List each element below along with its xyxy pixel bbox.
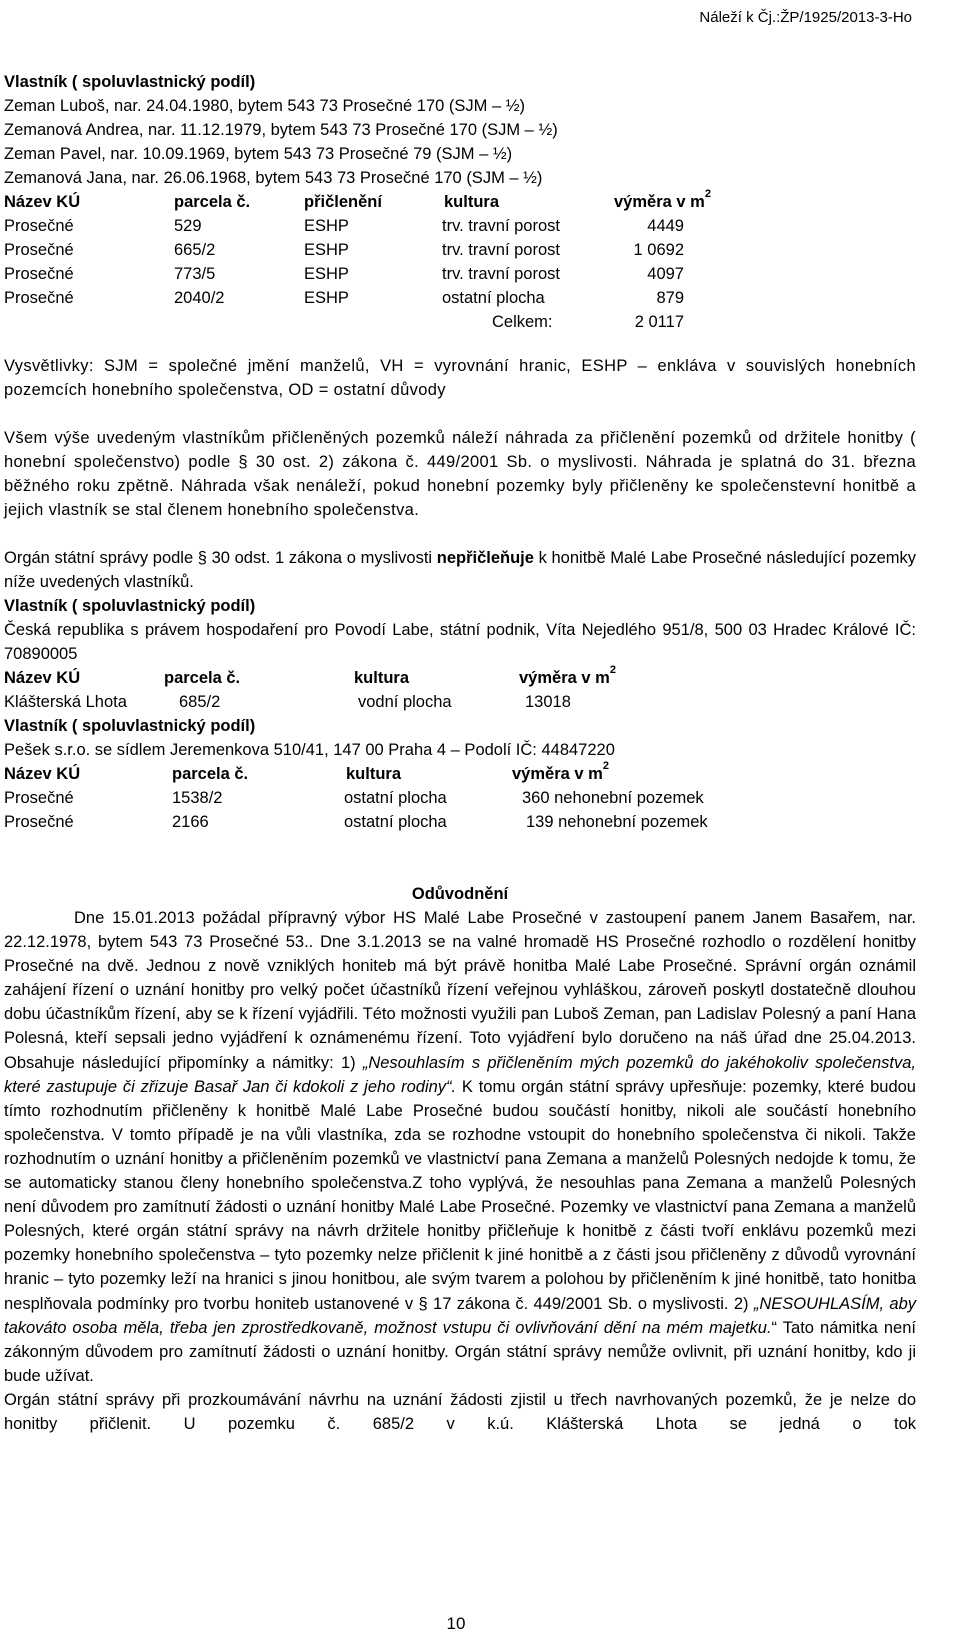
cell-vymera: 13018 — [525, 693, 571, 711]
col-kultura: kultura — [444, 193, 500, 211]
owners-title: Vlastník ( spoluvlastnický podíl) — [4, 597, 256, 615]
table-row — [4, 238, 916, 262]
owner-entity: Pešek s.r.o. se sídlem Jeremenkova 510/41, 147 00 Praha 4 – Podolí IČ: 44847220 — [4, 741, 615, 759]
cell-ku: Prosečné — [4, 241, 74, 259]
cell-ku: Prosečné — [4, 789, 74, 807]
cell-vymera: 4449 — [647, 217, 684, 235]
owners-title: Vlastník ( spoluvlastnický podíl) — [4, 73, 256, 91]
col-prilen: přičlenění — [304, 193, 382, 211]
owner-person: Zeman Pavel, nar. 10.09.1969, bytem 543 73 Prosečné 79 (SJM – ½) — [4, 145, 513, 163]
owner-person: Zemanová Jana, nar. 26.06.1968, bytem 543 73 Prosečné 170 (SJM – ½) — [4, 169, 543, 187]
reasoning-paragraph-2: Orgán státní správy při prozkoumávání návrhu na uznání žádosti zjistil u třech navrhovaných pozemků, že je nelze do honitby přičlenit. U pozemku č. 685/2 v k.ú. Klášterská Lhota se jedná o tok — [4, 1390, 916, 1433]
table-row — [4, 810, 916, 834]
cell-ku: Prosečné — [4, 289, 74, 307]
cell-ku: Prosečné — [4, 265, 74, 283]
col-kultura: kultura — [346, 765, 402, 783]
col-kultura: kultura — [354, 669, 410, 687]
cell-parcela: 2166 — [172, 813, 209, 831]
cell-ku: Klášterská Lhota — [4, 693, 127, 711]
document-body — [4, 70, 916, 1436]
col-parcela: parcela č. — [164, 669, 241, 687]
table-row — [4, 786, 916, 810]
cell-parcela: 529 — [174, 217, 202, 235]
col-ku: Název KÚ — [4, 193, 81, 211]
col-ku: Název KÚ — [4, 669, 81, 687]
owner-entity: Česká republika s právem hospodaření pro Povodí Labe, státní podnik, Víta Nejedlého 951/8, 500 03 Hradec Králové IČ: 70890005 — [4, 621, 916, 663]
total-value: 2 0117 — [634, 313, 684, 331]
reference-number: Náleží k Čj.:ŽP/1925/2013-3-Ho — [699, 9, 912, 26]
cell-kultura: ostatní plocha — [442, 289, 545, 307]
cell-parcela: 2040/2 — [174, 289, 225, 307]
parcel-table-header — [4, 187, 916, 214]
col-vymera: výměra v $m^2$ — [614, 187, 711, 211]
organ-statement: Orgán státní správy podle § 30 odst. 1 zákona o myslivosti nepřičleňuje k honitbě Malé Labe Prosečné následující pozemky níže uvedených vlastníků. — [4, 549, 916, 591]
cell-parcela: 665/2 — [174, 241, 216, 259]
cell-prilen: ESHP — [304, 265, 349, 283]
cell-ku: Prosečné — [4, 813, 74, 831]
parcel-table-header — [4, 759, 916, 786]
owner-person: Zeman Luboš, nar. 24.04.1980, bytem 543 73 Prosečné 170 (SJM – ½) — [4, 97, 525, 115]
cell-vymera: 1 0692 — [633, 241, 684, 259]
cell-prilen: ESHP — [304, 217, 349, 235]
reasoning-paragraph: Dne 15.01.2013 požádal přípravný výbor HS Malé Labe Prosečné v zastoupení panem Janem Basařem, nar. 22.12.1978, bytem 543 73 Prosečné 53.. Dne 3.1.2013 se na valné hromadě HS Prosečné rozhodlo o rozdělení honitby Prosečné na dvě. Jednou z nově vzniklých honiteb má být právě honitba Malé Labe Prosečné. Správní orgán oznámil zahájení řízení o uznání honitby pro velký počet účastníků řízení veřejnou vyhláškou, zároveň poskytl dostatečně dlouhou dobu účastníkům řízení, aby se k řízení vyjádřili. Této možnosti využili pan Luboš Zeman, pan Ladislav Polesný a paní Hana Polesná, kteří sepsali jedno vyjádření k oznámenému řízení. Toto vyjádření bylo doručeno na náš úřad dne 25.04.2013. Obsahuje následující připomínky a námitky: 1) „Nesouhlasím s přičleněním mých pozemků do jakéhokoliv společenstva, které zastupuje či zřizuje Basař Jan či kdokoli z jeho rodiny“. K tomu orgán státní správy upřesňuje: pozemky, které budou tímto rozhodnutím přičleněny k honitbě Malé Labe Prosečné budou součástí honitby, nikoli ale součástí honebního společenstva. V tomto případě je na vůli vlastníka, zda se rozhodne vstoupit do honebního společenstva či nikoli. Takže rozhodnutím o uznání honitby a přičleněním pozemků ve vlastnictví pana Zemana a manželů Polesných nedojde k tomu, že se automaticky stanou členy honebního společenstva.Z toho vyplývá, že nesouhlas pana Zemana a manželů Polesných není důvodem pro zamítnutí žádosti o uznání honitby Malé Labe Prosečné. Pozemky ve vlastnictví pana Zemana a manželů Polesných, které orgán státní správy na návrh držitele honitby přičleňuje k honitbě z části tvoří enklávu pozemků mezi pozemky honebního společenstva – tyto pozemky nelze přičlenit k jiné honitbě a z části jsou přičleněny z důvodů vyrovnání hranic – tyto pozemky leží na hranici s jinou honitbou, ale svým tvarem a polohou by přičleněním k jiné honitbě, tato honitba nesplňovala podmínky pro tvorbu honiteb ustanovené v § 17 zákona č. 449/2001 Sb. o myslivosti. 2) „NESOUHLASÍM, aby takováto osoba měla, třeba jen zprostředkovaně, možnost vstupu či ovlivňování dění na mém majetku.“ Tato námitka není zákonným důvodem pro zamítnutí žádosti o uznání honitby. Orgán státní správy nemůže ovlivnit, při uznání honitby, kdo ji bude užívat. — [4, 909, 917, 1385]
col-vymera: výměra v $m^2$ — [519, 663, 616, 687]
cell-kultura: ostatní plocha — [344, 789, 447, 807]
compensation-paragraph: Všem výše uvedeným vlastníkům přičleněných pozemků náleží náhrada za přičlenění pozemků od držitele honitby ( honební společenstvo) podle § 30 ost. 2) zákona č. 449/2001 Sb. o myslivosti. Náhrada je splatná do 31. března běžného roku zpětně. Náhrada však nenáleží, pokud honební pozemky byly přičleněny ke společenstevní honitbě a jejich vlastník se stal členem honebního společenstva. — [4, 429, 916, 519]
table-row — [4, 262, 916, 286]
table-row — [4, 214, 916, 238]
cell-prilen: ESHP — [304, 241, 349, 259]
total-label: Celkem: — [492, 313, 553, 331]
owners-title: Vlastník ( spoluvlastnický podíl) — [4, 717, 256, 735]
cell-kultura: trv. travní porost — [442, 241, 560, 259]
reasoning-title: Odůvodnění — [411, 885, 509, 903]
table-total-row — [4, 310, 916, 334]
owner-person: Zemanová Andrea, nar. 11.12.1979, bytem 543 73 Prosečné 170 (SJM – ½) — [4, 121, 558, 139]
cell-vymera: 360 nehonební pozemek — [522, 789, 704, 807]
col-parcela: parcela č. — [172, 765, 249, 783]
cell-ku: Prosečné — [4, 217, 74, 235]
cell-vymera: 879 — [656, 289, 684, 307]
cell-kultura: trv. travní porost — [442, 217, 560, 235]
col-ku: Název KÚ — [4, 765, 81, 783]
table-row — [4, 690, 916, 714]
col-vymera: výměra v $m^2$ — [512, 759, 609, 783]
cell-parcela: 1538/2 — [172, 789, 223, 807]
cell-kultura: vodní plocha — [358, 693, 452, 711]
table-row — [4, 286, 916, 310]
cell-prilen: ESHP — [304, 289, 349, 307]
col-parcela: parcela č. — [174, 193, 251, 211]
cell-kultura: trv. travní porost — [442, 265, 560, 283]
cell-parcela: 685/2 — [179, 693, 221, 711]
cell-parcela: 773/5 — [174, 265, 216, 283]
cell-vymera: 139 nehonební pozemek — [526, 813, 708, 831]
cell-vymera: 4097 — [647, 265, 684, 283]
page-number: 10 — [446, 1614, 466, 1633]
parcel-table-header — [4, 663, 916, 690]
cell-kultura: ostatní plocha — [344, 813, 447, 831]
explanations-note: Vysvětlivky: SJM = společné jmění manželů, VH = vyrovnání hranic, ESHP – enkláva v souvislých honebních pozemcích honebního společenstva, OD = ostatní důvody — [4, 357, 916, 399]
